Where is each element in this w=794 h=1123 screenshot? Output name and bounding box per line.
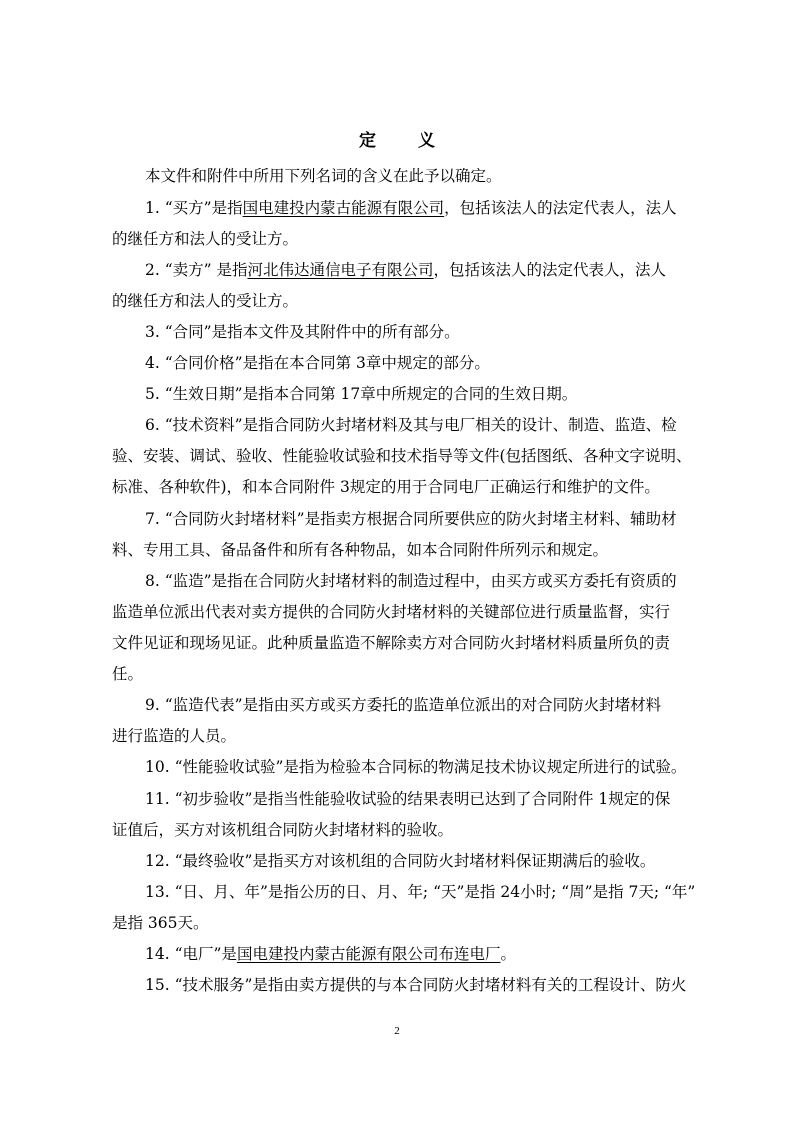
definition-line: 验、安装、调试、验收、性能验收试验和技术指导等文件(包括图纸、各种文字说明、 (112, 447, 692, 465)
definition-line: 5. “生效日期”是指本合同第 17章中所规定的合同的生效日期。 (145, 385, 578, 403)
definition-line: 12. “最终验收”是指买方对该机组的合同防火封堵材料保证期满后的验收。 (145, 852, 656, 870)
seller-company-name: 河北伟达通信电子有限公司 (247, 261, 434, 279)
definition-item-5 (112, 379, 694, 410)
definition-line: 证值后，买方对该机组合同防火封堵材料的验收。 (112, 821, 454, 839)
intro-text: 本文件和附件中所用下列名词的含义在此予以确定。 (145, 167, 502, 185)
definition-line: 14. “电厂”是国电建投内蒙古能源有限公司布连电厂。 (145, 945, 516, 963)
definition-line: 13. “日、月、年”是指公历的日、月、年; “天”是指 24小时; “周”是指 7天; “年” (145, 883, 696, 901)
definition-line: 2. “卖方” 是指河北伟达通信电子有限公司，包括该法人的法定代表人，法人 (145, 261, 667, 279)
definition-item-2 (112, 255, 694, 317)
definition-item-4 (112, 348, 694, 379)
page-title: 定 义 (359, 131, 453, 151)
definition-item-13 (112, 877, 694, 939)
definition-line: 3. “合同”是指本文件及其附件中的所有部分。 (145, 323, 460, 341)
definition-line: 6. “技术资料”是指合同防火封堵材料及其与电厂相关的设计、制造、监造、检 (145, 416, 677, 434)
definition-line: 标准、各种软件)，和本合同附件 3规定的用于合同电厂正确运行和维护的文件。 (112, 478, 660, 496)
definition-item-6 (112, 410, 694, 503)
definition-item-10 (112, 752, 694, 783)
definition-item-9 (112, 690, 694, 752)
definition-line: 10. “性能验收试验”是指为检验本合同标的物满足技术协议规定所进行的试验。 (145, 758, 687, 776)
definition-item-15 (112, 970, 694, 1001)
definition-line: 9. “监造代表”是指由买方或买方委托的监造单位派出的对合同防火封堵材料 (145, 696, 662, 714)
power-plant-name: 国电建投内蒙古能源有限公司布连电厂 (236, 945, 501, 963)
definition-line: 监造单位派出代表对卖方提供的合同防火封堵材料的关键部位进行质量监督，实行 (112, 603, 671, 621)
definition-item-3 (112, 317, 694, 348)
buyer-company-name: 国电建投内蒙古能源有限公司 (242, 199, 445, 217)
definition-item-14 (112, 939, 694, 970)
definition-line: 8. “监造”是指在合同防火封堵材料的制造过程中，由买方或买方委托有资质的 (145, 572, 677, 590)
definition-line: 的继任方和法人的受让方。 (112, 230, 299, 248)
page-number: 2 (394, 1025, 400, 1037)
definition-item-11 (112, 784, 694, 846)
definition-line: 15. “技术服务”是指由卖方提供的与本合同防火封堵材料有关的工程设计、防火 (145, 976, 687, 994)
definition-line: 进行监造的人员。 (112, 727, 237, 745)
intro-paragraph (112, 161, 694, 192)
definition-line: 是指 365天。 (112, 914, 209, 932)
definition-line: 7. “合同防火封堵材料”是指卖方根据合同所要供应的防火封堵主材料、辅助材 (145, 510, 677, 528)
definition-item-12 (112, 846, 694, 877)
definition-line: 料、专用工具、备品备件和所有各种物品，如本合同附件所列示和规定。 (112, 541, 609, 559)
definition-item-8 (112, 566, 694, 690)
definition-line: 的继任方和法人的受让方。 (112, 292, 299, 310)
definition-line: 文件见证和现场见证。此种质量监造不解除卖方对合同防火封堵材料质量所负的责 (112, 634, 671, 652)
definition-line: 任。 (112, 665, 144, 683)
definition-line: 1. “买方”是指国电建投内蒙古能源有限公司，包括该法人的法定代表人，法人 (145, 199, 677, 217)
definition-item-1 (112, 193, 694, 255)
definition-line: 4. “合同价格”是指在本合同第 3章中规定的部分。 (145, 354, 490, 372)
definition-line: 11. “初步验收”是指当性能验收试验的结果表明已达到了合同附件 1规定的保 (145, 790, 671, 808)
definition-item-7 (112, 504, 694, 566)
